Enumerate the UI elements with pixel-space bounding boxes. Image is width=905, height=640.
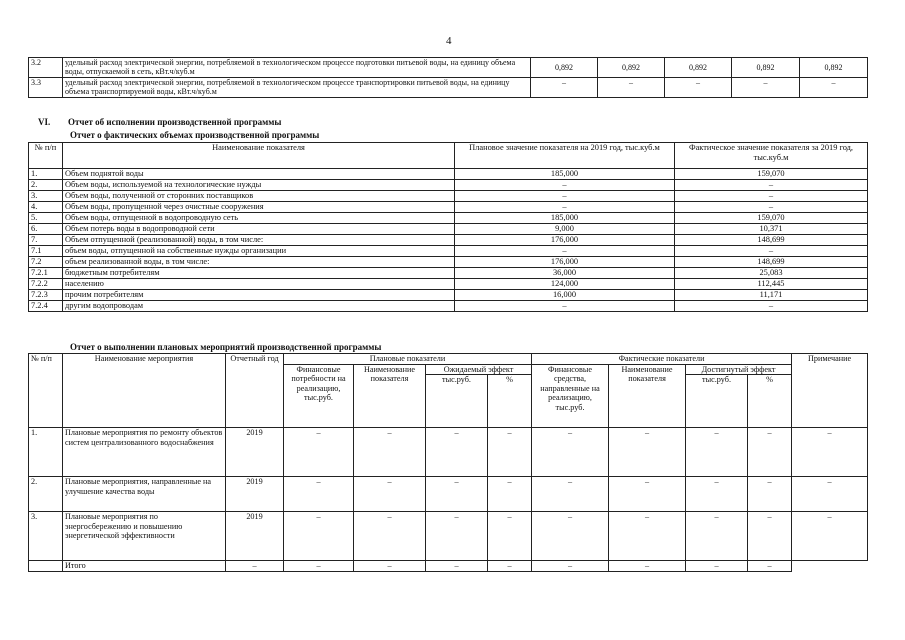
cell-name: Объем воды, используемой на технологические нужды <box>63 180 455 191</box>
cell-num: 7.2.2 <box>29 279 63 290</box>
header-num: № п/п <box>29 354 63 428</box>
table-header-row <box>29 354 868 365</box>
value-cell: – <box>531 77 598 97</box>
section-events-title: Отчет о выполнении плановых мероприятий производственной программы <box>70 342 382 352</box>
value-cell: – <box>686 428 748 477</box>
event-name: Плановые мероприятия по энергосбережению и повышению энергетической эффективности <box>63 512 226 561</box>
cell-fact: – <box>675 180 868 191</box>
cell-plan: 16,000 <box>455 290 675 301</box>
value-cell: – <box>532 428 609 477</box>
value-cell: – <box>488 512 532 561</box>
value-cell: – <box>792 477 868 512</box>
value-cell: – <box>284 561 354 572</box>
table-row <box>29 224 868 235</box>
cell-num: 3. <box>29 191 63 202</box>
header-name: Наименование показателя <box>63 143 455 169</box>
row-number: 3.3 <box>29 77 63 97</box>
value-cell: – <box>748 428 792 477</box>
value-cell: 0,892 <box>665 58 732 78</box>
value-cell: 0,892 <box>531 58 598 78</box>
table-row <box>29 58 868 78</box>
cell-name: прочим потребителям <box>63 290 455 301</box>
row-number: 1. <box>29 428 63 477</box>
table-row <box>29 428 868 477</box>
cell-plan: 124,000 <box>455 279 675 290</box>
energy-indicators-table <box>28 57 868 98</box>
value-cell: – <box>488 561 532 572</box>
section-title: Отчет об исполнении производственной программы <box>68 117 282 127</box>
cell-plan: 176,000 <box>455 235 675 246</box>
header-num: № п/п <box>29 143 63 169</box>
value-cell: – <box>665 77 732 97</box>
cell-fact: 11,171 <box>675 290 868 301</box>
cell-plan: – <box>455 301 675 312</box>
value-cell: – <box>748 561 792 572</box>
value-cell: – <box>609 512 686 561</box>
row-number: 2. <box>29 477 63 512</box>
cell-plan: – <box>455 180 675 191</box>
value-cell: – <box>532 561 609 572</box>
table-row <box>29 77 868 97</box>
cell-num: 7.2.3 <box>29 290 63 301</box>
table-row <box>29 213 868 224</box>
header-fact-group: Фактические показатели <box>532 354 792 365</box>
table-row <box>29 268 868 279</box>
indicator-name: удельный расход электрической энергии, потребляемой в технологическом процессе транспортировки питьевой воды, на единицу объема транспортируемой воды, кВт.ч/куб.м <box>63 77 531 97</box>
value-cell: – <box>609 428 686 477</box>
value-cell: – <box>686 512 748 561</box>
cell-num: 7. <box>29 235 63 246</box>
report-year: 2019 <box>226 477 284 512</box>
header-fact-fin: Финансовые средства, направленные на реализацию, тыс.руб. <box>532 364 609 428</box>
cell-num: 4. <box>29 202 63 213</box>
value-cell: – <box>354 428 426 477</box>
cell-name: Объем воды, пропущенной через очистные сооружения <box>63 202 455 213</box>
cell-fact: 159,070 <box>675 213 868 224</box>
table-row <box>29 191 868 202</box>
value-cell: – <box>426 477 488 512</box>
cell-num: 7.2 <box>29 257 63 268</box>
report-year: 2019 <box>226 512 284 561</box>
section-subtitle: Отчет о фактических объемах производственной программы <box>70 130 320 140</box>
header-fact-effect: Достигнутый эффект <box>686 364 792 375</box>
cell-name: Объем воды, отпущенной в водопроводную сеть <box>63 213 455 224</box>
cell-fact: 112,445 <box>675 279 868 290</box>
value-cell: – <box>284 512 354 561</box>
value-cell: – <box>532 477 609 512</box>
header-plan-eff-rub: тыс.руб. <box>426 375 488 428</box>
cell-name: объем воды, отпущенной на собственные нужды организации <box>63 246 455 257</box>
cell-num: 1. <box>29 169 63 180</box>
total-label: Итого <box>63 561 226 572</box>
cell-fact: 25,083 <box>675 268 868 279</box>
value-cell: – <box>748 477 792 512</box>
cell-name: другим водопроводам <box>63 301 455 312</box>
header-plan-ind: Наименование показателя <box>354 364 426 428</box>
table-row <box>29 202 868 213</box>
value-cell: – <box>686 561 748 572</box>
header-name: Наименование мероприятия <box>63 354 226 428</box>
value-cell: – <box>226 561 284 572</box>
cell-plan: 185,000 <box>455 213 675 224</box>
cell-fact: 148,699 <box>675 235 868 246</box>
value-cell: – <box>284 428 354 477</box>
cell-plan: 36,000 <box>455 268 675 279</box>
header-fact-eff-rub: тыс.руб. <box>686 375 748 428</box>
section-number: VI. <box>38 117 51 127</box>
cell-name: населению <box>63 279 455 290</box>
cell-fact: 148,699 <box>675 257 868 268</box>
table-row <box>29 235 868 246</box>
cell-fact: – <box>675 301 868 312</box>
cell-plan: – <box>455 246 675 257</box>
value-cell: – <box>748 512 792 561</box>
value-cell: 0,892 <box>598 58 665 78</box>
value-cell: – <box>609 477 686 512</box>
report-year: 2019 <box>226 428 284 477</box>
cell-fact: 10,371 <box>675 224 868 235</box>
row-number <box>29 561 63 572</box>
cell-fact: – <box>675 202 868 213</box>
total-row <box>29 561 868 572</box>
cell-fact: – <box>675 191 868 202</box>
value-cell: – <box>532 512 609 561</box>
row-number: 3.2 <box>29 58 63 78</box>
value-cell: – <box>800 77 868 97</box>
event-name: Плановые мероприятия по ремонту объектов систем централизованного водоснабжения <box>63 428 226 477</box>
value-cell: – <box>426 512 488 561</box>
cell-num: 7.2.4 <box>29 301 63 312</box>
header-fact-eff-pct: % <box>748 375 792 428</box>
value-cell: – <box>488 428 532 477</box>
cell-name: объем реализованной воды, в том числе: <box>63 257 455 268</box>
cell-num: 5. <box>29 213 63 224</box>
table-row <box>29 290 868 301</box>
page-number: 4 <box>446 35 452 47</box>
header-plan-fin: Финансовые потребности на реализацию, тыс.руб. <box>284 364 354 428</box>
cell-name: Объем потерь воды в водопроводной сети <box>63 224 455 235</box>
cell-plan: – <box>455 202 675 213</box>
value-cell: – <box>686 477 748 512</box>
table-header-row <box>29 143 868 169</box>
value-cell: – <box>488 477 532 512</box>
section-heading <box>38 117 281 127</box>
header-fact: Фактическое значение показателя за 2019 год, тыс.куб.м <box>675 143 868 169</box>
header-plan-eff-pct: % <box>488 375 532 428</box>
value-cell: 0,892 <box>732 58 800 78</box>
table-row <box>29 279 868 290</box>
table-row <box>29 512 868 561</box>
cell-plan: 9,000 <box>455 224 675 235</box>
table-row <box>29 477 868 512</box>
header-year: Отчетный год <box>226 354 284 428</box>
table-row <box>29 180 868 191</box>
planned-events-table <box>28 353 868 572</box>
value-cell: – <box>426 561 488 572</box>
value-cell: – <box>598 77 665 97</box>
value-cell: – <box>354 512 426 561</box>
header-note: Примечание <box>792 354 868 428</box>
table-row <box>29 169 868 180</box>
value-cell: – <box>354 561 426 572</box>
cell-fact: 159,070 <box>675 169 868 180</box>
header-plan: Плановое значение показателя на 2019 год, тыс.куб.м <box>455 143 675 169</box>
value-cell: – <box>792 512 868 561</box>
cell-plan: 176,000 <box>455 257 675 268</box>
table-row <box>29 301 868 312</box>
cell-num: 7.1 <box>29 246 63 257</box>
header-plan-effect: Ожидаемый эффект <box>426 364 532 375</box>
value-cell: – <box>284 477 354 512</box>
header-fact-ind: Наименование показателя <box>609 364 686 428</box>
cell-name: Объем воды, полученной от сторонних поставщиков <box>63 191 455 202</box>
value-cell: – <box>609 561 686 572</box>
cell-num: 2. <box>29 180 63 191</box>
production-volumes-table <box>28 142 868 312</box>
indicator-name: удельный расход электрической энергии, потребляемой в технологическом процессе подготовки питьевой воды, на единицу объема воды, отпускаемой в сеть, кВт.ч/куб.м <box>63 58 531 78</box>
cell-name: Объем поднятой воды <box>63 169 455 180</box>
cell-fact: – <box>675 246 868 257</box>
cell-plan: 185,000 <box>455 169 675 180</box>
row-number: 3. <box>29 512 63 561</box>
header-plan-group: Плановые показатели <box>284 354 532 365</box>
value-cell: – <box>792 428 868 477</box>
cell-num: 6. <box>29 224 63 235</box>
value-cell: – <box>732 77 800 97</box>
cell-plan: – <box>455 191 675 202</box>
value-cell: – <box>354 477 426 512</box>
value-cell: – <box>426 428 488 477</box>
value-cell: 0,892 <box>800 58 868 78</box>
table-row <box>29 246 868 257</box>
event-name: Плановые мероприятия, направленные на улучшение качества воды <box>63 477 226 512</box>
cell-name: Объем отпущенной (реализованной) воды, в том числе: <box>63 235 455 246</box>
cell-name: бюджетным потребителям <box>63 268 455 279</box>
table-row <box>29 257 868 268</box>
cell-num: 7.2.1 <box>29 268 63 279</box>
